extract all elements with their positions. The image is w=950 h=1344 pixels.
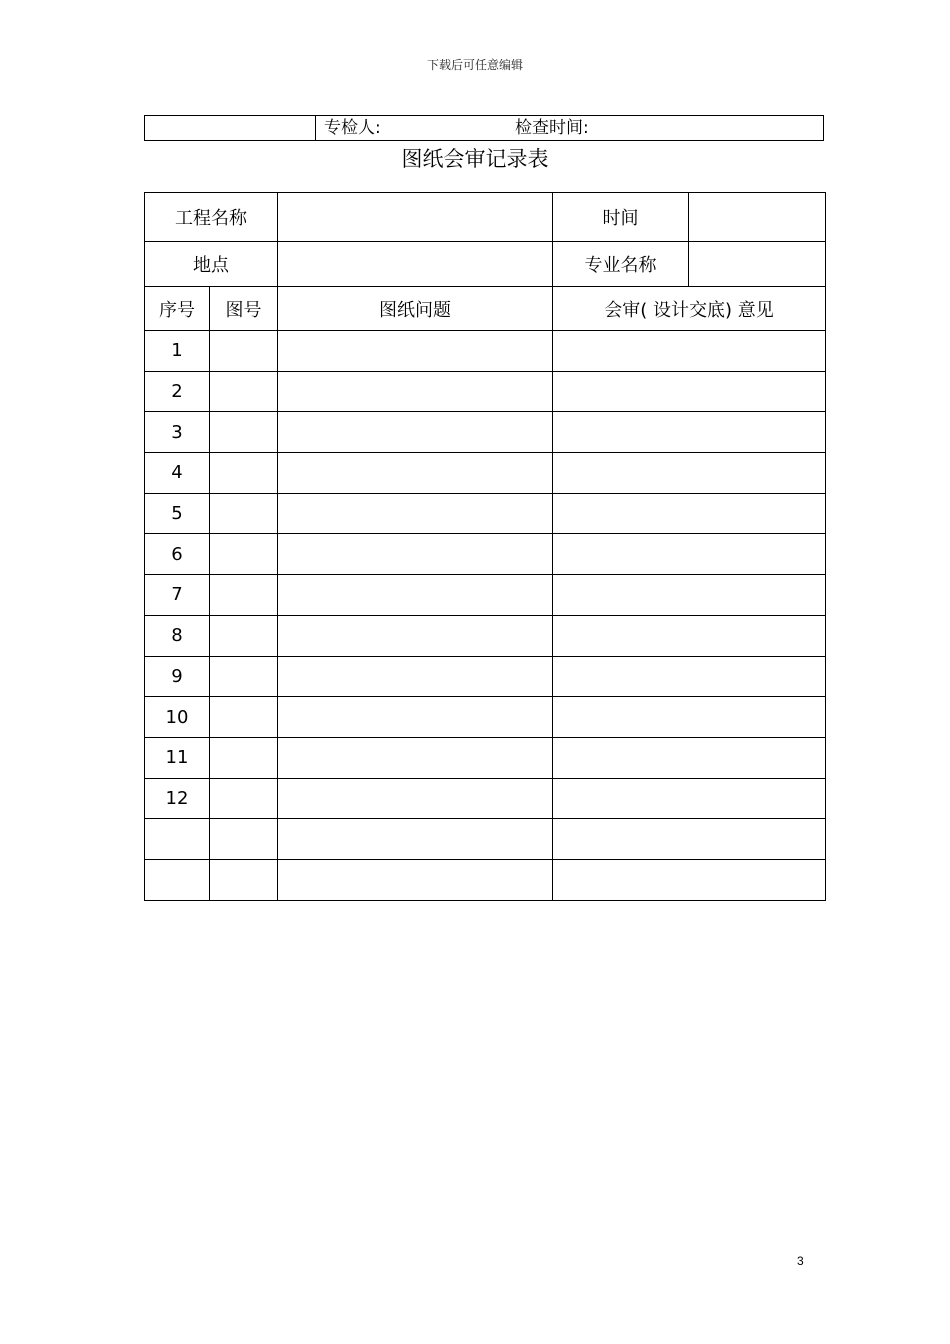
row-drawing-no-cell[interactable] <box>210 493 278 534</box>
row-serial-cell <box>145 819 210 860</box>
column-header-drawing-no: 图号 <box>210 287 278 331</box>
row-drawing-no-cell[interactable] <box>210 615 278 656</box>
table-row <box>145 778 826 819</box>
inspection-blank-cell <box>145 116 316 140</box>
review-record-table <box>144 192 826 901</box>
row-drawing-no-cell[interactable] <box>210 737 278 778</box>
row-opinion-cell[interactable] <box>553 412 826 453</box>
row-drawing-no-cell[interactable] <box>210 697 278 738</box>
row-issue-cell[interactable] <box>278 778 553 819</box>
column-header-serial: 序号 <box>145 287 210 331</box>
info-row-location <box>145 242 826 287</box>
specialty-label: 专业名称 <box>553 242 689 287</box>
project-name-value[interactable] <box>278 193 553 242</box>
row-issue-cell[interactable] <box>278 819 553 860</box>
table-row <box>145 453 826 494</box>
row-drawing-no-cell[interactable] <box>210 575 278 616</box>
table-row <box>145 412 826 453</box>
row-serial-cell: 10 <box>145 697 210 738</box>
column-header-opinion: 会审( 设计交底) 意见 <box>553 287 826 331</box>
row-drawing-no-cell[interactable] <box>210 534 278 575</box>
row-issue-cell[interactable] <box>278 575 553 616</box>
page-number: 3 <box>797 1254 804 1268</box>
row-opinion-cell[interactable] <box>553 453 826 494</box>
row-issue-cell[interactable] <box>278 534 553 575</box>
row-serial-cell: 3 <box>145 412 210 453</box>
row-serial-cell: 7 <box>145 575 210 616</box>
row-serial-cell: 12 <box>145 778 210 819</box>
table-row <box>145 331 826 372</box>
row-drawing-no-cell[interactable] <box>210 453 278 494</box>
project-name-label: 工程名称 <box>145 193 278 242</box>
row-opinion-cell[interactable] <box>553 737 826 778</box>
row-issue-cell[interactable] <box>278 493 553 534</box>
row-opinion-cell[interactable] <box>553 493 826 534</box>
row-serial-cell: 2 <box>145 371 210 412</box>
location-value[interactable] <box>278 242 553 287</box>
row-opinion-cell[interactable] <box>553 615 826 656</box>
row-serial-cell: 11 <box>145 737 210 778</box>
time-label: 时间 <box>553 193 689 242</box>
row-drawing-no-cell[interactable] <box>210 778 278 819</box>
info-row-project <box>145 193 826 242</box>
row-issue-cell[interactable] <box>278 412 553 453</box>
row-drawing-no-cell[interactable] <box>210 331 278 372</box>
row-drawing-no-cell[interactable] <box>210 371 278 412</box>
row-issue-cell[interactable] <box>278 371 553 412</box>
row-opinion-cell[interactable] <box>553 819 826 860</box>
row-issue-cell[interactable] <box>278 737 553 778</box>
row-serial-cell <box>145 859 210 900</box>
row-serial-cell: 5 <box>145 493 210 534</box>
table-row <box>145 615 826 656</box>
row-issue-cell[interactable] <box>278 697 553 738</box>
row-serial-cell: 8 <box>145 615 210 656</box>
row-opinion-cell[interactable] <box>553 656 826 697</box>
row-drawing-no-cell[interactable] <box>210 656 278 697</box>
table-row <box>145 697 826 738</box>
table-row <box>145 737 826 778</box>
row-issue-cell[interactable] <box>278 331 553 372</box>
row-issue-cell[interactable] <box>278 615 553 656</box>
specialty-value[interactable] <box>689 242 826 287</box>
row-serial-cell: 4 <box>145 453 210 494</box>
column-header-issue: 图纸问题 <box>278 287 553 331</box>
row-issue-cell[interactable] <box>278 656 553 697</box>
inspector-label: 专检人: <box>324 118 381 138</box>
time-value[interactable] <box>689 193 826 242</box>
row-serial-cell: 1 <box>145 331 210 372</box>
row-opinion-cell[interactable] <box>553 859 826 900</box>
table-row <box>145 493 826 534</box>
row-opinion-cell[interactable] <box>553 575 826 616</box>
row-issue-cell[interactable] <box>278 859 553 900</box>
header-note: 下载后可任意编辑 <box>426 58 523 72</box>
table-row <box>145 656 826 697</box>
column-header-row <box>145 287 826 331</box>
row-opinion-cell[interactable] <box>553 371 826 412</box>
form-title: 图纸会审记录表 <box>401 147 549 171</box>
row-drawing-no-cell[interactable] <box>210 412 278 453</box>
row-opinion-cell[interactable] <box>553 534 826 575</box>
row-opinion-cell[interactable] <box>553 331 826 372</box>
location-label: 地点 <box>145 242 278 287</box>
table-row <box>145 859 826 900</box>
table-row <box>145 371 826 412</box>
row-serial-cell: 9 <box>145 656 210 697</box>
table-row <box>145 819 826 860</box>
check-time-label: 检查时间: <box>515 118 589 138</box>
row-drawing-no-cell[interactable] <box>210 819 278 860</box>
row-drawing-no-cell[interactable] <box>210 859 278 900</box>
inspection-info-row <box>144 115 824 141</box>
row-opinion-cell[interactable] <box>553 697 826 738</box>
table-row <box>145 575 826 616</box>
table-row <box>145 534 826 575</box>
row-issue-cell[interactable] <box>278 453 553 494</box>
row-opinion-cell[interactable] <box>553 778 826 819</box>
row-serial-cell: 6 <box>145 534 210 575</box>
